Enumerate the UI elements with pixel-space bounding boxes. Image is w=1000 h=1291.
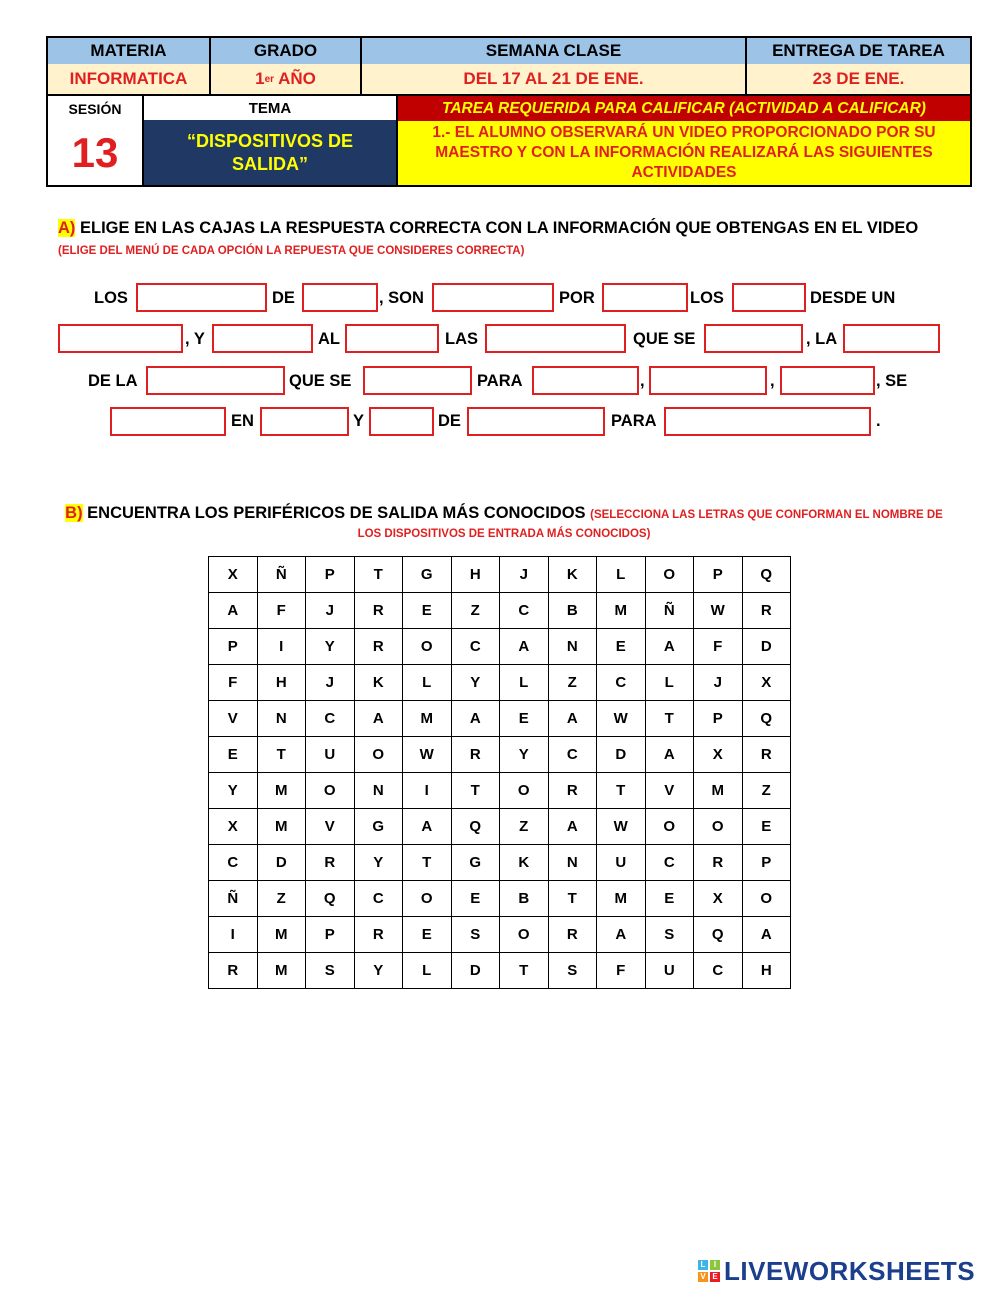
grid-letter-cell[interactable]: R (354, 593, 403, 629)
fill-word: PARA (611, 412, 657, 430)
answer-box-14[interactable] (532, 366, 639, 395)
fill-word: , Y (185, 330, 205, 348)
grid-letter-cell[interactable]: I (209, 917, 258, 953)
grid-letter-cell[interactable]: F (257, 593, 306, 629)
grid-letter-cell[interactable]: A (451, 701, 500, 737)
grid-letter-cell[interactable]: K (354, 665, 403, 701)
grid-letter-cell[interactable]: X (209, 809, 258, 845)
semana-label: SEMANA CLASE (360, 38, 745, 64)
grid-letter-cell[interactable]: S (306, 953, 355, 989)
fill-word: . (876, 412, 881, 430)
grid-letter-cell[interactable]: J (306, 665, 355, 701)
grid-letter-cell[interactable]: G (403, 557, 452, 593)
grid-letter-cell[interactable]: A (548, 809, 597, 845)
fill-word: , (770, 372, 775, 390)
grid-letter-cell[interactable]: O (645, 557, 694, 593)
grid-letter-cell[interactable]: S (548, 953, 597, 989)
answer-box-13[interactable] (363, 366, 472, 395)
grid-row (209, 701, 791, 737)
grid-letter-cell[interactable]: Y (354, 953, 403, 989)
grid-letter-cell[interactable]: Z (742, 773, 791, 809)
fill-word: AL (318, 330, 340, 348)
fill-word: QUE SE (289, 372, 352, 390)
grid-letter-cell[interactable]: P (742, 845, 791, 881)
sesion-label: SESIÓN (48, 94, 142, 121)
grid-letter-cell[interactable]: F (597, 953, 646, 989)
grid-letter-cell[interactable]: C (548, 737, 597, 773)
grid-letter-cell[interactable]: F (209, 665, 258, 701)
grid-letter-cell[interactable]: Q (451, 809, 500, 845)
grid-letter-cell[interactable]: O (500, 917, 549, 953)
answer-box-17[interactable] (110, 407, 226, 436)
section-a-instruction (58, 218, 958, 262)
grid-letter-cell[interactable]: X (209, 557, 258, 593)
answer-box-5[interactable] (732, 283, 806, 312)
grid-letter-cell[interactable]: T (451, 773, 500, 809)
header-table (46, 36, 972, 187)
semana-value: DEL 17 AL 21 DE ENE. (360, 64, 745, 94)
grid-row (209, 629, 791, 665)
grid-letter-cell[interactable]: O (645, 809, 694, 845)
grid-row (209, 881, 791, 917)
grid-letter-cell[interactable]: U (306, 737, 355, 773)
grid-letter-cell[interactable]: B (548, 593, 597, 629)
grid-letter-cell[interactable]: N (257, 701, 306, 737)
grid-letter-cell[interactable]: T (354, 557, 403, 593)
fill-word: DESDE UN (810, 289, 896, 307)
grid-letter-cell[interactable]: T (548, 881, 597, 917)
grid-letter-cell[interactable]: L (403, 953, 452, 989)
grid-letter-cell[interactable]: A (645, 737, 694, 773)
grid-letter-cell[interactable]: Z (548, 665, 597, 701)
grid-letter-cell[interactable]: J (500, 557, 549, 593)
grid-letter-cell[interactable]: Y (500, 737, 549, 773)
grid-letter-cell[interactable]: C (645, 845, 694, 881)
grid-letter-cell[interactable]: M (694, 773, 743, 809)
fill-word: , (640, 372, 645, 390)
grid-letter-cell[interactable]: W (597, 809, 646, 845)
grid-letter-cell[interactable]: E (597, 629, 646, 665)
liveworksheets-logo (698, 1256, 975, 1286)
grid-letter-cell[interactable]: T (597, 773, 646, 809)
answer-box-9[interactable] (485, 324, 626, 353)
grid-letter-cell[interactable]: L (645, 665, 694, 701)
grid-letter-cell[interactable]: H (257, 665, 306, 701)
fill-word: QUE SE (633, 330, 696, 348)
grid-letter-cell[interactable]: Ñ (645, 593, 694, 629)
fill-word: Y (353, 412, 365, 430)
grid-letter-cell[interactable]: C (451, 629, 500, 665)
tema-label: TEMA (142, 94, 396, 120)
answer-box-19[interactable] (369, 407, 434, 436)
grid-letter-cell[interactable]: P (694, 557, 743, 593)
section-b-letter: B) (65, 504, 83, 522)
logo-block: E (710, 1272, 720, 1282)
tarea-label-b: (ACTIVIDAD A CALIFICAR) (729, 99, 926, 117)
word-search-grid (208, 556, 791, 989)
answer-box-12[interactable] (146, 366, 285, 395)
grid-letter-cell[interactable]: Ñ (209, 881, 258, 917)
grid-letter-cell[interactable]: Y (451, 665, 500, 701)
grid-letter-cell[interactable]: P (306, 917, 355, 953)
sesion-value: 13 (71, 129, 119, 176)
answer-box-21[interactable] (664, 407, 871, 436)
materia-label: MATERIA (48, 38, 209, 64)
grid-row (209, 557, 791, 593)
entrega-label: ENTREGA DE TAREA (745, 38, 970, 64)
section-a-letter: A) (58, 219, 76, 237)
grid-letter-cell[interactable]: C (500, 593, 549, 629)
grid-letter-cell[interactable]: M (257, 809, 306, 845)
grid-letter-cell[interactable]: R (451, 737, 500, 773)
grid-letter-cell[interactable]: K (548, 557, 597, 593)
grid-letter-cell[interactable]: S (451, 917, 500, 953)
grid-letter-cell[interactable]: I (403, 773, 452, 809)
grado-label: GRADO (209, 38, 360, 64)
grid-letter-cell[interactable]: X (742, 665, 791, 701)
grid-letter-cell[interactable]: R (742, 737, 791, 773)
grid-letter-cell[interactable]: R (694, 845, 743, 881)
answer-box-3[interactable] (432, 283, 554, 312)
grid-letter-cell[interactable]: G (354, 809, 403, 845)
logo-blocks-icon (698, 1260, 720, 1282)
fill-word: EN (231, 412, 254, 430)
grid-letter-cell[interactable]: C (354, 881, 403, 917)
grid-letter-cell[interactable]: E (209, 737, 258, 773)
grid-letter-cell[interactable]: Q (742, 701, 791, 737)
answer-box-6[interactable] (58, 324, 183, 353)
tema-value: “DISPOSITIVOS DE SALIDA” (142, 120, 396, 185)
logo-block: L (698, 1260, 708, 1270)
grid-letter-cell[interactable]: J (694, 665, 743, 701)
grid-letter-cell[interactable]: V (306, 809, 355, 845)
fill-word: PARA (477, 372, 523, 390)
grid-row (209, 737, 791, 773)
grid-letter-cell[interactable]: D (257, 845, 306, 881)
grado-rest: AÑO (274, 69, 316, 88)
grid-letter-cell[interactable]: Y (209, 773, 258, 809)
grid-letter-cell[interactable]: V (209, 701, 258, 737)
grid-letter-cell[interactable]: M (597, 881, 646, 917)
materia-value: INFORMATICA (48, 64, 209, 94)
section-a-note: (ELIGE DEL MENÚ DE CADA OPCIÓN LA REPUESTA QUE CONSIDERES CORRECTA) (58, 245, 525, 257)
grid-letter-cell[interactable]: H (742, 953, 791, 989)
grid-letter-cell[interactable]: J (306, 593, 355, 629)
grid-letter-cell[interactable]: V (645, 773, 694, 809)
grid-letter-cell[interactable]: R (742, 593, 791, 629)
grid-letter-cell[interactable]: N (548, 629, 597, 665)
grid-letter-cell[interactable]: O (694, 809, 743, 845)
grid-letter-cell[interactable]: W (403, 737, 452, 773)
grid-letter-cell[interactable]: N (548, 845, 597, 881)
grid-letter-cell[interactable]: E (451, 881, 500, 917)
fill-word: LOS (94, 289, 128, 307)
grid-letter-cell[interactable]: T (403, 845, 452, 881)
grid-letter-cell[interactable]: E (403, 917, 452, 953)
section-b-instruction (64, 503, 944, 543)
grid-letter-cell[interactable]: H (451, 557, 500, 593)
grid-letter-cell[interactable]: R (548, 917, 597, 953)
grid-letter-cell[interactable]: A (742, 917, 791, 953)
tarea-value: 1.- EL ALUMNO OBSERVARÁ UN VIDEO PROPORCIONADO POR SU MAESTRO Y CON LA INFORMACIÓN REALIZARÁ LAS SIGUIENTES ACTIVIDADES (396, 121, 970, 185)
grid-row (209, 665, 791, 701)
grid-letter-cell[interactable]: L (403, 665, 452, 701)
grid-letter-cell[interactable]: E (645, 881, 694, 917)
grid-letter-cell[interactable]: E (742, 809, 791, 845)
grid-row (209, 953, 791, 989)
grid-letter-cell[interactable]: R (354, 917, 403, 953)
grid-letter-cell[interactable]: U (597, 845, 646, 881)
grado-num: 1 (255, 69, 265, 88)
grid-letter-cell[interactable]: M (403, 701, 452, 737)
grid-letter-cell[interactable]: Z (451, 593, 500, 629)
grid-letter-cell[interactable]: T (500, 953, 549, 989)
grid-letter-cell[interactable]: P (694, 701, 743, 737)
grid-row (209, 845, 791, 881)
grid-letter-cell[interactable]: I (257, 629, 306, 665)
grid-row (209, 773, 791, 809)
grid-row (209, 809, 791, 845)
grid-letter-cell[interactable]: A (209, 593, 258, 629)
answer-box-16[interactable] (780, 366, 875, 395)
grid-letter-cell[interactable]: L (500, 665, 549, 701)
answer-box-10[interactable] (704, 324, 803, 353)
grid-letter-cell[interactable]: S (645, 917, 694, 953)
grid-letter-cell[interactable]: E (403, 593, 452, 629)
grid-letter-cell[interactable]: Q (742, 557, 791, 593)
grid-letter-cell[interactable]: O (403, 629, 452, 665)
grid-letter-cell[interactable]: E (500, 701, 549, 737)
grid-letter-cell[interactable]: K (500, 845, 549, 881)
fill-word: LOS (690, 289, 724, 307)
grid-letter-cell[interactable]: A (597, 917, 646, 953)
grid-letter-cell[interactable]: Ñ (257, 557, 306, 593)
tarea-label-a: TAREA REQUERIDA PARA CALIFICAR (442, 99, 730, 117)
fill-word: DE (438, 412, 461, 430)
grid-letter-cell[interactable]: Q (694, 917, 743, 953)
grid-letter-cell[interactable]: C (694, 953, 743, 989)
section-a-text: ELIGE EN LAS CAJAS LA RESPUESTA CORRECTA CON LA INFORMACIÓN QUE OBTENGAS EN EL VIDEO (75, 219, 923, 237)
grid-letter-cell[interactable]: M (257, 953, 306, 989)
answer-box-4[interactable] (602, 283, 688, 312)
answer-box-2[interactable] (302, 283, 378, 312)
grid-letter-cell[interactable]: C (597, 665, 646, 701)
answer-box-20[interactable] (467, 407, 605, 436)
grid-letter-cell[interactable]: R (548, 773, 597, 809)
grid-letter-cell[interactable]: A (500, 629, 549, 665)
answer-box-15[interactable] (649, 366, 767, 395)
grid-row (209, 917, 791, 953)
answer-box-18[interactable] (260, 407, 349, 436)
grid-letter-cell[interactable]: B (500, 881, 549, 917)
grado-sup: er (264, 73, 275, 85)
grid-letter-cell[interactable]: W (694, 593, 743, 629)
grid-letter-cell[interactable]: O (742, 881, 791, 917)
grid-letter-cell[interactable]: G (451, 845, 500, 881)
grid-letter-cell[interactable]: P (306, 557, 355, 593)
answer-box-1[interactable] (136, 283, 267, 312)
answer-box-8[interactable] (345, 324, 439, 353)
entrega-value: 23 DE ENE. (745, 64, 970, 94)
fill-word: , SON (379, 289, 424, 307)
answer-box-11[interactable] (843, 324, 940, 353)
fill-word: DE LA (88, 372, 138, 390)
grid-letter-cell[interactable]: O (354, 737, 403, 773)
grid-letter-cell[interactable]: Y (306, 629, 355, 665)
grid-letter-cell[interactable]: A (403, 809, 452, 845)
grid-letter-cell[interactable]: O (306, 773, 355, 809)
grid-letter-cell[interactable]: W (597, 701, 646, 737)
grid-letter-cell[interactable]: Y (354, 845, 403, 881)
fill-word: LAS (445, 330, 478, 348)
grid-letter-cell[interactable]: A (548, 701, 597, 737)
grid-letter-cell[interactable]: Z (257, 881, 306, 917)
grado-value (209, 64, 360, 94)
grid-letter-cell[interactable]: A (354, 701, 403, 737)
logo-text: LIVEWORKSHEETS (724, 1255, 976, 1286)
grid-letter-cell[interactable]: R (306, 845, 355, 881)
section-b-note: (SELECCIONA LAS LETRAS QUE CONFORMAN EL NOMBRE DE LOS DISPOSITIVOS DE ENTRADA MÁS CONOCIDOS) (357, 509, 943, 540)
answer-box-7[interactable] (212, 324, 313, 353)
grid-letter-cell[interactable]: R (209, 953, 258, 989)
grid-letter-cell[interactable]: O (500, 773, 549, 809)
grid-letter-cell[interactable]: X (694, 881, 743, 917)
grid-letter-cell[interactable]: T (257, 737, 306, 773)
fill-word: POR (559, 289, 595, 307)
grid-letter-cell[interactable]: X (694, 737, 743, 773)
fill-word: , LA (806, 330, 838, 348)
grid-letter-cell[interactable]: P (209, 629, 258, 665)
grid-letter-cell[interactable]: M (257, 773, 306, 809)
grid-letter-cell[interactable]: A (645, 629, 694, 665)
grid-letter-cell[interactable]: F (694, 629, 743, 665)
grid-letter-cell[interactable]: N (354, 773, 403, 809)
grid-letter-cell[interactable]: D (451, 953, 500, 989)
logo-block: V (698, 1272, 708, 1282)
grid-letter-cell[interactable]: D (742, 629, 791, 665)
grid-letter-cell[interactable]: M (257, 917, 306, 953)
grid-letter-cell[interactable]: R (354, 629, 403, 665)
grid-letter-cell[interactable]: D (597, 737, 646, 773)
grid-letter-cell[interactable]: C (209, 845, 258, 881)
fill-word: DE (272, 289, 295, 307)
grid-letter-cell[interactable]: C (306, 701, 355, 737)
grid-letter-cell[interactable]: T (645, 701, 694, 737)
grid-letter-cell[interactable]: M (597, 593, 646, 629)
grid-letter-cell[interactable]: Z (500, 809, 549, 845)
grid-row (209, 593, 791, 629)
grid-letter-cell[interactable]: L (597, 557, 646, 593)
logo-block: I (710, 1260, 720, 1270)
fill-word: , SE (876, 372, 908, 390)
tarea-label (396, 94, 970, 121)
grid-letter-cell[interactable]: U (645, 953, 694, 989)
grid-letter-cell[interactable]: O (403, 881, 452, 917)
section-b-text: ENCUENTRA LOS PERIFÉRICOS DE SALIDA MÁS CONOCIDOS (82, 504, 591, 522)
grid-letter-cell[interactable]: Q (306, 881, 355, 917)
